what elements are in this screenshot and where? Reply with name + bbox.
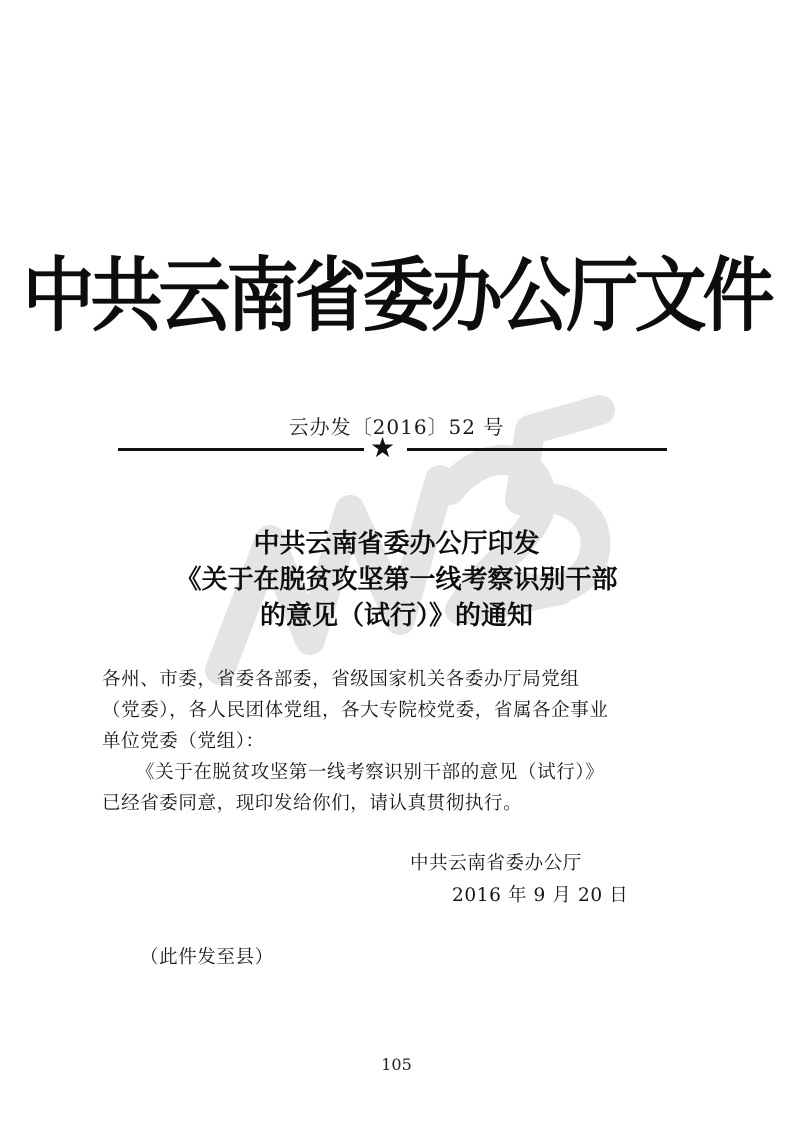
body-line: 各州、市委，省委各部委，省级国家机关各委办厅局党组: [102, 669, 580, 690]
distribution-note: （此件发至县）: [140, 947, 274, 968]
header-divider-left: [118, 448, 364, 451]
page-number: 105: [381, 1055, 412, 1074]
notice-title-line: 《关于在脱贫攻坚第一线考察识别干部: [175, 565, 618, 595]
body-line: 单位党委（党组）：: [102, 731, 265, 752]
document-number: 云办发〔2016〕52 号: [288, 415, 505, 439]
notice-title: [0, 526, 793, 634]
signature-block: [410, 848, 628, 912]
issuer-name: 中共云南省委办公厅: [410, 853, 582, 874]
issue-date: 2016 年 9 月 20 日: [452, 885, 629, 906]
notice-title-line: 中共云南省委办公厅印发: [253, 529, 540, 559]
document-header-title: 中共云南省委办公厅文件: [22, 248, 771, 343]
body-line: （党委），各人民团体党组，各大专院校党委，省属各企事业: [102, 700, 609, 721]
body-line: 《关于在脱贫攻坚第一线考察识别干部的意见（试行）》: [136, 762, 605, 783]
notice-body: [102, 664, 702, 819]
star-icon: ★: [370, 431, 396, 464]
body-line: 已经省委同意，现印发给你们，请认真贯彻执行。: [102, 793, 523, 814]
notice-title-line: 的意见（试行）》的通知: [259, 601, 533, 631]
header-divider-right: [407, 448, 667, 451]
